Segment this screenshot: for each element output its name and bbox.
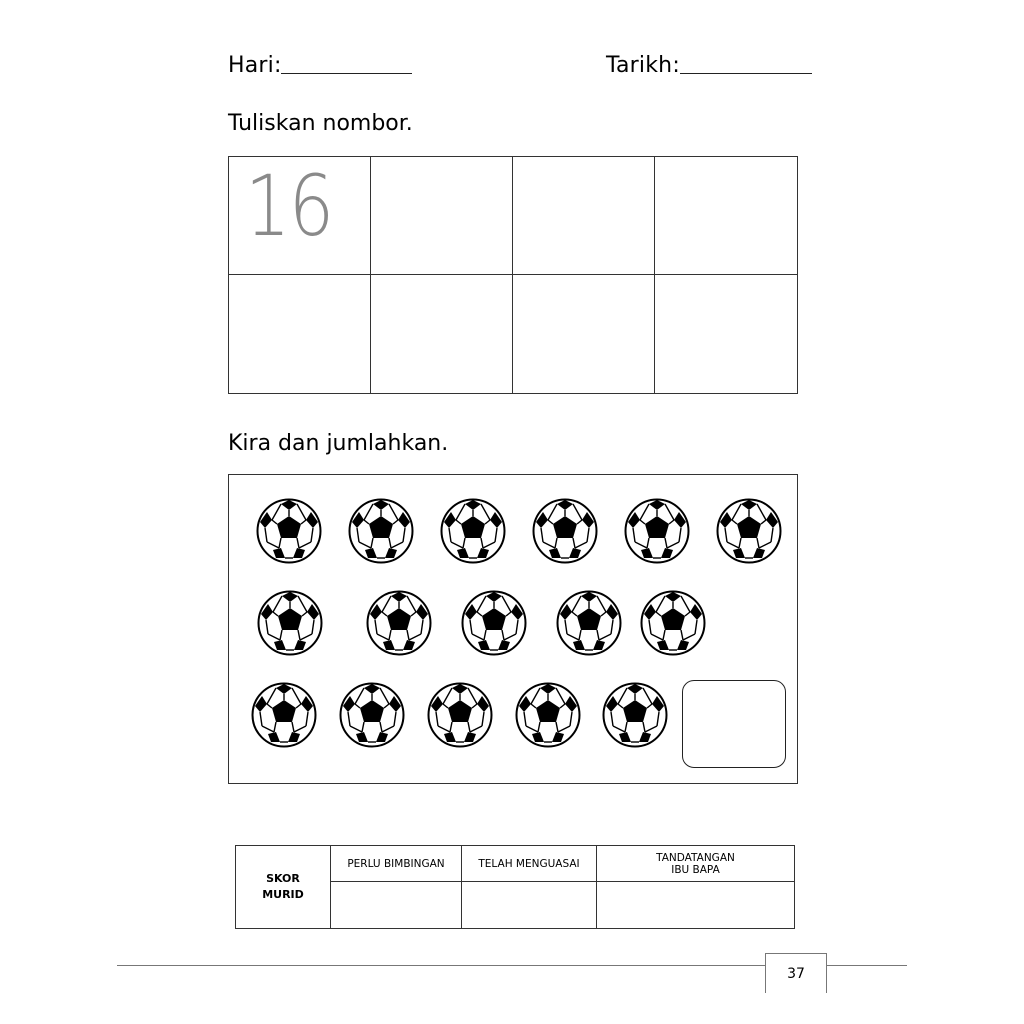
soccer-ball-icon — [716, 498, 782, 564]
write-instruction: Tuliskan nombor. — [228, 111, 413, 136]
soccer-ball-icon — [427, 682, 493, 748]
soccer-ball-icon — [640, 590, 706, 656]
write-cell[interactable] — [371, 275, 513, 393]
page-number-tab — [765, 953, 827, 993]
soccer-ball-icon — [515, 682, 581, 748]
write-cell[interactable] — [371, 157, 513, 275]
day-label: Hari: — [228, 53, 282, 78]
answer-box[interactable] — [682, 680, 786, 768]
col-needs-guidance: PERLU BIMBINGAN — [331, 846, 462, 882]
soccer-ball-icon — [461, 590, 527, 656]
trace-cell[interactable] — [229, 157, 371, 275]
number-writing-grid — [228, 156, 798, 394]
soccer-ball-icon — [556, 590, 622, 656]
soccer-ball-icon — [366, 590, 432, 656]
date-field[interactable] — [680, 73, 812, 74]
write-cell[interactable] — [229, 275, 371, 393]
soccer-ball-icon — [348, 498, 414, 564]
soccer-ball-icon — [532, 498, 598, 564]
write-cell[interactable] — [513, 275, 655, 393]
soccer-ball-icon — [440, 498, 506, 564]
col-parent-signature: TANDATANGAN IBU BAPA — [597, 846, 795, 882]
mastered-cell[interactable] — [462, 882, 597, 929]
date-label: Tarikh: — [606, 53, 680, 78]
soccer-ball-icon — [251, 682, 317, 748]
write-cell[interactable] — [513, 157, 655, 275]
trace-number: 16 — [245, 157, 333, 255]
count-instruction: Kira dan jumlahkan. — [228, 431, 449, 456]
write-cell[interactable] — [655, 275, 797, 393]
write-cell[interactable] — [655, 157, 797, 275]
page-number: 37 — [787, 966, 805, 982]
soccer-ball-icon — [257, 590, 323, 656]
day-field[interactable] — [281, 73, 412, 74]
needs-guidance-cell[interactable] — [331, 882, 462, 929]
score-table — [235, 845, 795, 929]
parent-signature-cell[interactable] — [597, 882, 795, 929]
student-score-label: SKOR MURID — [236, 846, 331, 929]
soccer-ball-icon — [339, 682, 405, 748]
col-mastered: TELAH MENGUASAI — [462, 846, 597, 882]
soccer-ball-icon — [256, 498, 322, 564]
soccer-ball-icon — [624, 498, 690, 564]
soccer-ball-icon — [602, 682, 668, 748]
